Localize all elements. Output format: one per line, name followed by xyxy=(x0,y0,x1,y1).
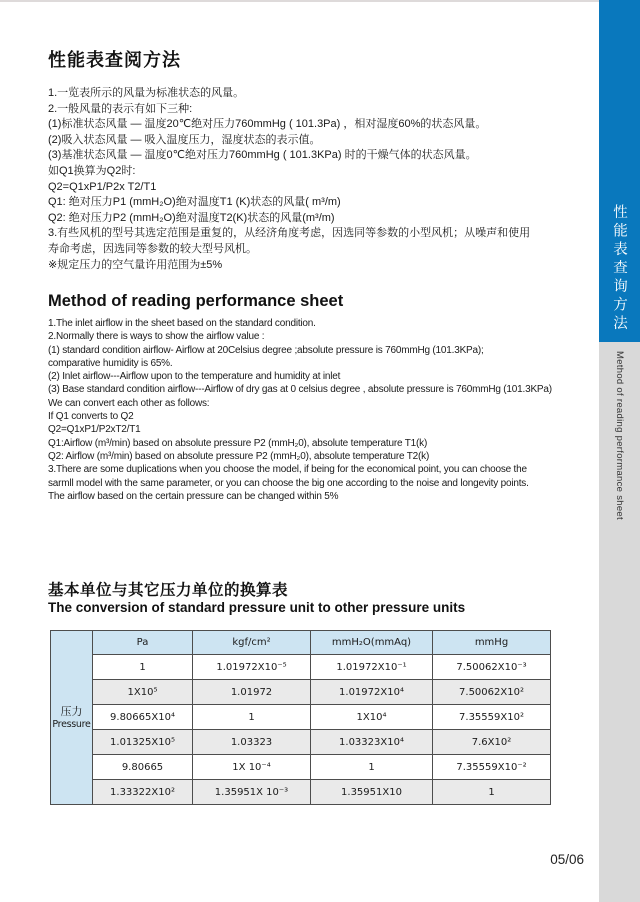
table-row xyxy=(51,730,551,755)
table-cell: 1.03323X10⁴ xyxy=(311,730,433,755)
sidebar-tab-inactive xyxy=(599,342,640,902)
sidebar-tab-active xyxy=(599,0,640,342)
table-cell: 1 xyxy=(311,755,433,780)
table-cell: 1 xyxy=(433,780,551,805)
text-line: sarmll model with the same parameter, or you can choose the big one according to the noise and longevity points. xyxy=(48,477,529,489)
table-cell: 1 xyxy=(193,705,311,730)
column-header: mmHg xyxy=(433,631,551,655)
text-line: (1) standard condition airflow- Airflow at 20Celsius degree ;absolute pressure is 760mmHg (101.3KPa); xyxy=(48,344,484,356)
table-row xyxy=(51,755,551,780)
table-cell: 9.80665X10⁴ xyxy=(93,705,193,730)
table-row xyxy=(51,780,551,805)
table-cell: 7.35559X10⁻² xyxy=(433,755,551,780)
table-row xyxy=(51,705,551,730)
table-cell: 1.35951X 10⁻³ xyxy=(193,780,311,805)
text-line: (2) Inlet airflow---Airflow upon to the temperature and humidity at inlet xyxy=(48,371,341,383)
conversion-title-en: The conversion of standard pressure unit to other pressure units xyxy=(48,600,466,615)
page-top-edge xyxy=(0,0,640,2)
text-line: (3) Base standard condition airflow---Airflow of dry gas at 0 celsius degree , absolute pressure is 760mmHg (101.3KPa) xyxy=(48,384,552,396)
page-number: 05/06 xyxy=(550,852,584,867)
table-cell: 1.01972X10⁴ xyxy=(311,680,433,705)
column-header: kgf/cm² xyxy=(193,631,311,655)
table-cell: 1X 10⁻⁴ xyxy=(193,755,311,780)
text-line: (3)基准状态风量 — 温度0℃绝对压力760mmHg ( 101.3KPa) 时的干燥气体的状态风量。 xyxy=(48,149,477,162)
table-cell: 1.33322X10² xyxy=(93,780,193,805)
table-cell: 1X10⁵ xyxy=(93,680,193,705)
row-header-pressure xyxy=(51,631,93,805)
text-line: Q2=Q1xP1/P2x T2/T1 xyxy=(48,180,157,193)
table-cell: 1.03323 xyxy=(193,730,311,755)
table-cell: 1.01972X10⁻⁵ xyxy=(193,655,311,680)
row-header-en: Pressure xyxy=(52,718,91,730)
text-line: 2.一般风量的表示有如下三种: xyxy=(48,102,193,115)
column-header: Pa xyxy=(93,631,193,655)
text-line: We can convert each other as follows: xyxy=(48,397,210,409)
text-line: 3.There are some duplications when you choose the model, if being for the economical point, you can choose the xyxy=(48,464,527,476)
text-line: ※规定压力的空气量许用范围为±5% xyxy=(48,258,223,271)
table-cell: 7.6X10² xyxy=(433,730,551,755)
conversion-title-cn: 基本单位与其它压力单位的换算表 xyxy=(48,582,289,599)
text-line: 2.Normally there is ways to show the airflow value : xyxy=(48,331,265,343)
text-line: 如Q1换算为Q2时: xyxy=(48,164,136,177)
text-line: Q2: Airflow (m³/min) based on absolute pressure P2 (mmH₂0), absolute temperature T2(k) xyxy=(48,450,430,462)
sidebar-tab-label-en: Method of reading performance sheet xyxy=(614,351,625,520)
cn-paragraph xyxy=(48,86,578,273)
table-cell: 1X10⁴ xyxy=(311,705,433,730)
text-line: (2)吸入状态风量 — 吸入温度压力，湿度状态的表示值。 xyxy=(48,133,321,146)
text-line: Q2: 绝对压力P2 (mmH₂O)绝对温度T2(K)状态的风量(m³/m) xyxy=(48,211,335,224)
table-cell: 1.01972 xyxy=(193,680,311,705)
table-cell: 1 xyxy=(93,655,193,680)
table-cell: 1.35951X10 xyxy=(311,780,433,805)
table-cell: 9.80665 xyxy=(93,755,193,780)
text-line: 寿命考虑，因选同等参数的较大型号风机。 xyxy=(48,242,257,255)
text-line: Q1:Airflow (m³/min) based on absolute pressure P2 (mmH₂0), absolute temperature T1(k) xyxy=(48,437,428,449)
text-line: 1.一览表所示的风量为标准状态的风量。 xyxy=(48,87,245,99)
row-header-cn: 压力 xyxy=(60,704,83,718)
sidebar-tab-label-cn: 性能表查询方法 xyxy=(611,204,627,334)
text-line: Q1: 绝对压力P1 (mmH₂O)绝对温度T1 (K)状态的风量( m³/m) xyxy=(48,196,341,209)
text-line: (1)标准状态风量 — 温度20℃绝对压力760mmHg ( 101.3Pa) ，相对湿度60%的状态风量。 xyxy=(48,118,487,131)
text-line: comparative humidity is 65%. xyxy=(48,357,173,369)
table-cell: 7.35559X10² xyxy=(433,705,551,730)
table-cell: 7.50062X10² xyxy=(433,680,551,705)
table-cell: 7.50062X10⁻³ xyxy=(433,655,551,680)
table-cell: 1.01972X10⁻¹ xyxy=(311,655,433,680)
text-line: Q2=Q1xP1/P2xT2/T1 xyxy=(48,424,141,436)
table-row xyxy=(51,680,551,705)
table-row xyxy=(51,655,551,680)
text-line: If Q1 converts to Q2 xyxy=(48,411,134,423)
column-header: mmH₂O(mmAq) xyxy=(311,631,433,655)
page-title-cn: 性能表查阅方法 xyxy=(48,50,181,70)
text-line: The airflow based on the certain pressure can be changed within 5% xyxy=(48,490,339,502)
en-paragraph xyxy=(48,317,588,503)
table-cell: 1.01325X10⁵ xyxy=(93,730,193,755)
text-line: 3.有些风机的型号其选定范围是重复的，从经济角度考虑，因选同等参数的小型风机；从噪声和使用 xyxy=(48,227,531,240)
text-line: 1.The inlet airflow in the sheet based on the standard condition. xyxy=(48,318,316,329)
section-title-en: Method of reading performance sheet xyxy=(48,292,344,310)
pressure-conversion-table xyxy=(50,630,551,805)
